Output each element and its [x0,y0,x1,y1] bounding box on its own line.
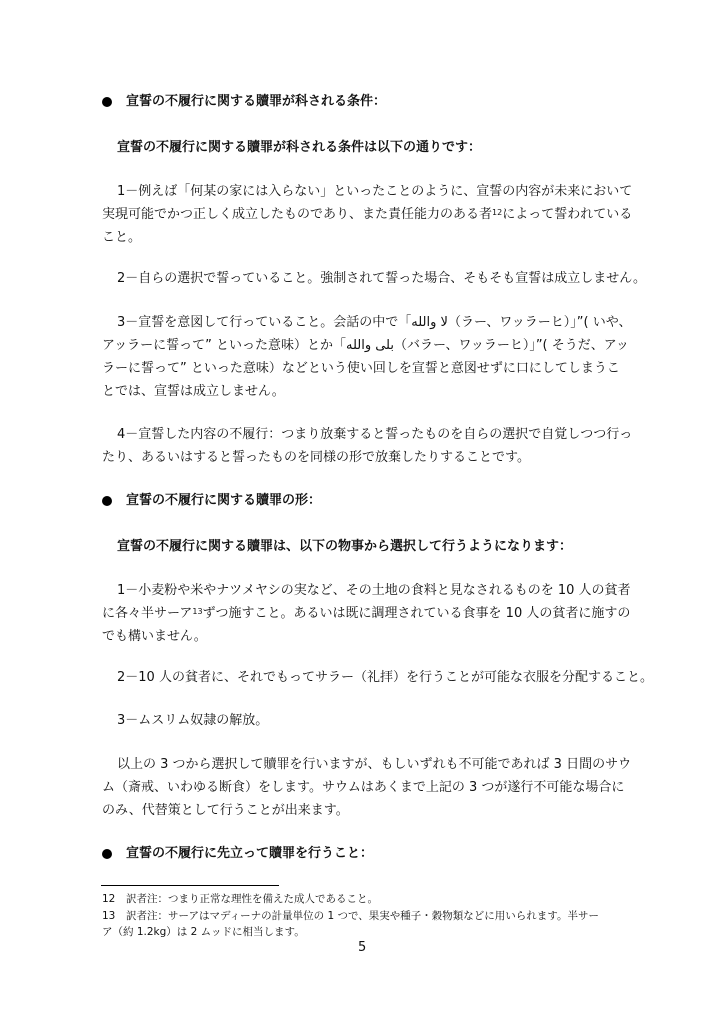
bullet-icon [102,849,112,859]
footnote-separator [101,885,279,886]
s1-item3-line1: 3－宣誓を意図して行っていること。会話の中で「لا والله（ラー、ワッラーヒ）」”( いや、 [117,315,632,330]
section2-heading: 宣誓の不履行に関する贖罪の形： [126,493,322,508]
s2-item1-line3: でも構いません。 [102,629,207,644]
s2-summary-line1: 以上の 3 つから選択して贖罪を行いますが、もしいずれも不可能であれば 3 日間のサウ [117,757,632,772]
s2-summary-line2: ム（斎戒、いわゆる断食）をします。サウムはあくまで上記の 3 つが遂行不可能な場合に [102,780,625,795]
footnote-13-number: 13 [102,910,116,922]
s1-item4-line1: 4－宣誓した内容の不履行：つまり放棄すると誓ったものを自らの選択で自覚しつつ行っ [117,427,633,442]
footnote-13-text: 訳者注：サーアはマディーナの計量単位の 1 つで、果実や種子・穀物類などに用いられます。半サー [126,910,599,922]
s2-item1-line2a: に各々半サーア [102,606,193,621]
s1-item1-line2 [102,207,632,223]
s2-item1-line1: 1－小麦粉や米やナツメヤシの実など、その土地の食料と見なされるものを 10 人の貧者 [117,583,631,598]
s1-item1-line3: こと。 [102,230,142,245]
s1-item1-line2a: 実現可能でかつ正しく成立したものであり、また責任能力のある者 [102,207,493,222]
s1-item1-line2b: によって誓われている [502,207,633,222]
s2-item1-line2b: ずつ施すこと。あるいは既に調理されている食事を 10 人の貧者に施すの [202,606,631,621]
bullet-icon [102,97,112,107]
s1-item3-line4: とでは、宣誓は成立しません。 [102,384,285,399]
s1-item3-line3: ラーに誓って” といった意味）などという使い回しを宣誓と意図せずに口にしてしまうこ [102,361,620,376]
bullet-icon [102,496,112,506]
page-number: 5 [358,940,367,955]
section1-heading: 宣誓の不履行に関する贖罪が科される条件： [126,94,387,109]
s2-summary-line3: のみ、代替策として行うことが出来ます。 [102,803,349,818]
s1-item2: 2－自らの選択で誓っていること。強制されて誓った場合、そもそも宣誓は成立しません。 [117,271,647,286]
footnote-ref-12[interactable]: 12 [492,208,503,217]
footnote-12-number: 12 [102,893,116,905]
section2-subheading: 宣誓の不履行に関する贖罪は、以下の物事から選択して行うようになります： [117,539,573,554]
section3-heading: 宣誓の不履行に先立って贖罪を行うこと： [126,846,374,861]
s1-item4-line2: たり、あるいはすると誓ったものを同様の形で放棄したりすることです。 [102,450,530,465]
section1-subheading: 宣誓の不履行に関する贖罪が科される条件は以下の通りです： [117,140,482,155]
s2-item2: 2－10 人の貧者に、それでもってサラー（礼拝）を行うことが可能な衣服を分配すること。 [117,670,653,685]
s1-item1-line1: 1－例えば「何某の家には入らない」といったことのように、宣誓の内容が未来において [117,184,633,199]
footnote-13-text-cont: ア（約 1.2kg）は 2 ムッドに相当します。 [102,926,305,938]
s1-item3-line2: アッラーに誓って” といった意味）とか「بلى والله（バラー、ワッラーヒ）」”( そうだ、アッ [102,338,629,353]
s2-item1-line2 [102,606,630,622]
footnote-12-text: 訳者注：つまり正常な理性を備えた成人であること。 [126,893,378,905]
footnote-ref-13[interactable]: 13 [192,607,203,616]
s2-item3: 3－ムスリム奴隷の解放。 [117,713,269,728]
